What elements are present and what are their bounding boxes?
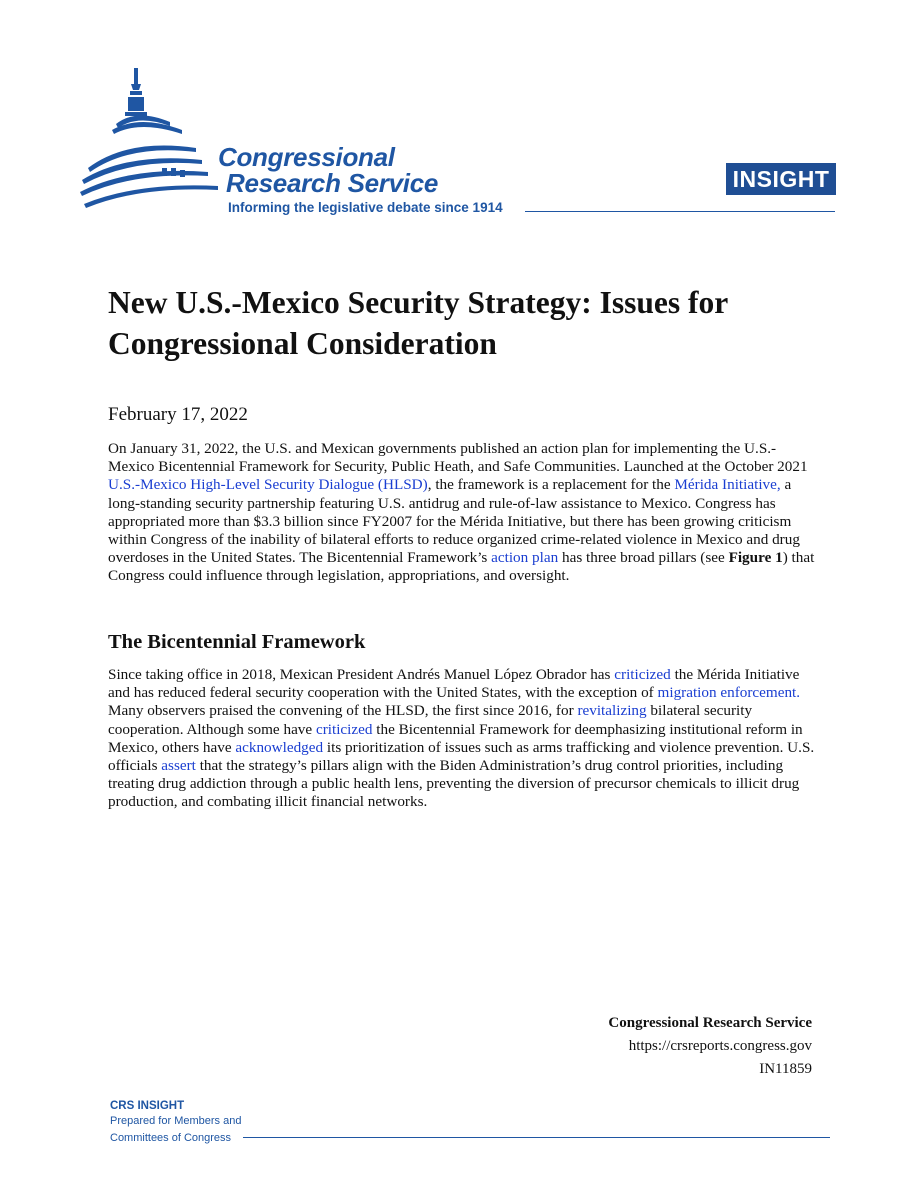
link-acknowledged[interactable]: acknowledged — [235, 738, 324, 756]
text: On January 31, 2022, the U.S. and Mexican governments published an action plan for implementing the U.S.-Mexico Bicentennial Framework for Security, Public Heath, and Safe Communities. Launched at the October 2021 — [108, 440, 808, 476]
intro-paragraph — [108, 440, 820, 586]
footer-line2: Prepared for Members and — [110, 1115, 242, 1127]
text: bilateral security cooperation. Although some have — [108, 702, 753, 738]
link-merida-initiative[interactable]: Mérida Initiative, — [674, 476, 781, 494]
text: the Mérida Initiative and has reduced federal security cooperation with the United States, with the exception of — [108, 666, 800, 702]
logo-name-line1: Congressional — [218, 142, 395, 172]
section-heading: The Bicentennial Framework — [108, 631, 366, 653]
link-action-plan[interactable]: action plan — [491, 549, 559, 567]
text: ) that Congress could influence through legislation, appropriations, and oversight. — [108, 549, 815, 585]
capitol-dome-icon — [78, 64, 238, 224]
page-title: New U.S.-Mexico Security Strategy: Issues for Congressional Consideration — [108, 285, 728, 361]
text: has three broad pillars (see — [558, 549, 729, 567]
logo-tagline: Informing the legislative debate since 1914 — [228, 200, 503, 215]
text: a long-standing security partnership featuring U.S. antidrug and rule-of-law assistance to Mexico. Congress has appropriated more than $3.3 billion since FY2007 for the Mérida Initiative, but there has been growing criticism within Congress of the inability of bilateral efforts to reduce organized crime-related violence in Mexico and drug overdoses in the United States. The Bicentennial Framework’s — [108, 476, 800, 567]
footer-label — [110, 1099, 241, 1147]
logo-name-line2: Research Service — [226, 168, 439, 198]
footer-rule — [243, 1137, 830, 1138]
footer-url[interactable]: https://crsreports.congress.gov — [628, 1038, 812, 1054]
footer-org: Congressional Research Service — [608, 1015, 812, 1031]
link-migration-enforcement[interactable]: migration enforcement. — [657, 684, 801, 702]
header-rule — [525, 211, 835, 212]
text: , the framework is a replacement for the — [427, 476, 675, 494]
text: its prioritization of issues such as arms trafficking and violence prevention. U.S. officials — [108, 738, 815, 775]
link-criticized-2[interactable]: criticized — [315, 720, 373, 738]
crs-insight-label: CRS INSIGHT — [110, 1100, 185, 1112]
insight-badge: INSIGHT — [726, 163, 836, 195]
link-assert[interactable]: assert — [161, 757, 196, 775]
crs-logo — [78, 64, 548, 224]
link-revitalizing[interactable]: revitalizing — [577, 702, 647, 720]
text: Since taking office in 2018, Mexican President Andrés Manuel López Obrador has — [108, 666, 615, 683]
footer-info — [608, 1012, 812, 1081]
footer-line3: Committees of Congress — [110, 1132, 232, 1144]
report-id: IN11859 — [759, 1061, 812, 1077]
publication-date: February 17, 2022 — [108, 404, 248, 425]
figure-reference: Figure 1 — [728, 549, 783, 567]
text: that the strategy’s pillars align with the Biden Administration’s drug control priorities, including treating drug addiction through a public health lens, preventing the diversion of precursor chemicals to illicit drug production, and combating illicit financial networks. — [108, 757, 800, 811]
section-paragraph — [108, 666, 820, 812]
text: Many observers praised the convening of the HLSD, the first since 2016, for — [108, 702, 578, 720]
text: the Bicentennial Framework for deemphasizing institutional reform in Mexico, others have — [108, 720, 803, 756]
link-criticized-1[interactable]: criticized — [614, 666, 671, 683]
link-hlsd[interactable]: U.S.-Mexico High-Level Security Dialogue (HLSD) — [108, 476, 428, 494]
